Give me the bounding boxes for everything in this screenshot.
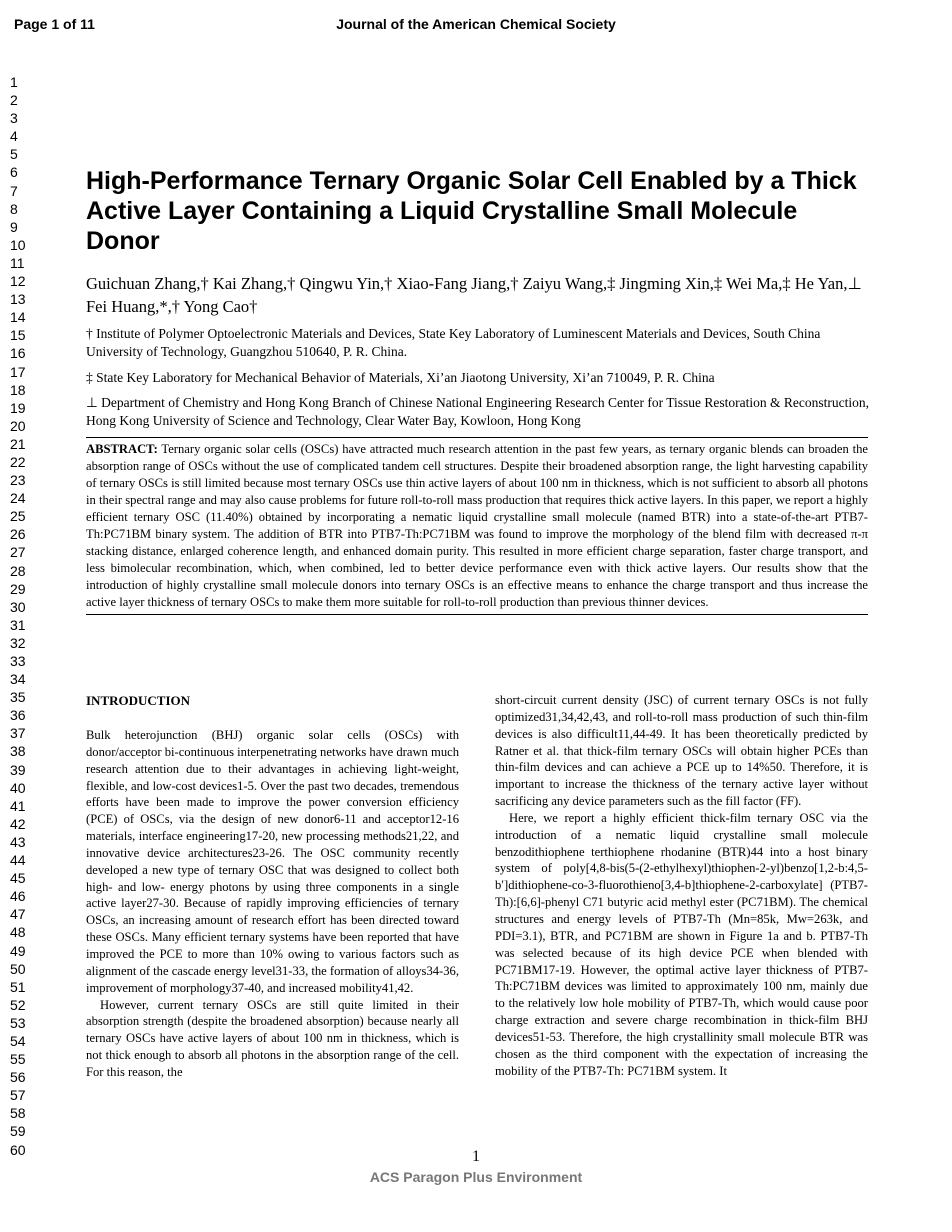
author-list: Guichuan Zhang,† Kai Zhang,† Qingwu Yin,† Xiao-Fang Jiang,† Zaiyu Wang,‡ Jingming Xin,‡ Wei Ma,‡ He Yan,⊥ Fei Huang,*,† Yong Cao† xyxy=(86,274,862,316)
line-number: 2 xyxy=(10,92,18,109)
line-number: 59 xyxy=(10,1123,26,1140)
line-number: 54 xyxy=(10,1032,26,1049)
line-number: 56 xyxy=(10,1069,26,1086)
line-number: 5 xyxy=(10,146,18,163)
line-number: 9 xyxy=(10,218,18,235)
line-number: 16 xyxy=(10,345,26,362)
line-number: 29 xyxy=(10,580,26,597)
line-number: 37 xyxy=(10,725,26,742)
line-number: 32 xyxy=(10,634,26,651)
left-column xyxy=(86,692,459,1081)
line-number: 40 xyxy=(10,779,26,796)
line-number: 34 xyxy=(10,671,26,688)
line-number: 18 xyxy=(10,381,26,398)
abstract-block xyxy=(86,437,868,615)
paragraph: short-circuit current density (JSC) of current ternary OSCs is not fully optimized31,34,42,43, and roll-to-roll mass production of such thin-film devices is also difficult11,44-49. It has been theoretically predicted by Ratner et al. that thick-film ternary OSCs will obtain higher PCEs than thin-film devices and can achieve a PCE up to 14%50. Therefore, it is important to increase the thickness of the ternary active layer without sacrificing any device parameters such as the fill factor (FF). xyxy=(495,693,868,809)
journal-name: Journal of the American Chemical Society xyxy=(336,16,616,32)
line-number: 6 xyxy=(10,164,18,181)
line-number: 47 xyxy=(10,906,26,923)
line-number: 19 xyxy=(10,399,26,416)
line-number: 53 xyxy=(10,1014,26,1031)
paragraph: However, current ternary OSCs are still quite limited in their absorption strength (despite the broadened absorption) because nearly all ternary OSCs have active layers of about 100 nm in thickness, which is not thick enough to absorb all photons in the absorption range of the cell. For this reason, the xyxy=(86,997,459,1079)
line-number: 49 xyxy=(10,942,26,959)
line-number: 41 xyxy=(10,797,26,814)
line-number: 51 xyxy=(10,978,26,995)
affiliation-2: ‡ State Key Laboratory for Mechanical Behavior of Materials, Xi’an Jiaotong University, Xi’an 710049, P. R. China xyxy=(86,370,715,385)
line-number: 28 xyxy=(10,562,26,579)
line-number: 23 xyxy=(10,472,26,489)
line-number: 27 xyxy=(10,544,26,561)
abstract-label: ABSTRACT: xyxy=(86,442,158,456)
page-label: Page 1 of 11 xyxy=(14,16,95,32)
paragraph: Bulk heterojunction (BHJ) organic solar cells (OSCs) with donor/acceptor bi-continuous interpenetrating networks have drawn much research attention due to their advantages in achieving light-weight, flexible, and low-cost devices1-5. Over the past two decades, tremendous efforts have been made to improve the power conversion efficiency (PCE) of OSCs, via the design of new donor6-11 and acceptor12-16 materials, interface engineering17-20, new processing methods21,22, and innovative device architectures23-26. The OSC community recently developed a new type of ternary OSC that was designed to collect both high- and low- energy photons by using three components in a single active layer27-30. Because of rapidly improving efficiencies of ternary OSCs, an increasing amount of research effort has been directed toward these OSCs. Many efficient ternary systems have been reported that have improved the PCE to more than 10% owing to various factors such as alignment of the cascade energy level31-33, the formation of alloys34-36, improvement of morphology37-40, and increased mobility41,42. xyxy=(86,728,459,995)
line-number: 60 xyxy=(10,1141,26,1158)
line-number: 14 xyxy=(10,309,26,326)
line-number: 52 xyxy=(10,996,26,1013)
line-number: 8 xyxy=(10,200,18,217)
line-number: 46 xyxy=(10,888,26,905)
line-number: 45 xyxy=(10,870,26,887)
line-number: 20 xyxy=(10,417,26,434)
line-number: 57 xyxy=(10,1087,26,1104)
line-number: 7 xyxy=(10,182,18,199)
section-heading: INTRODUCTION xyxy=(86,693,191,708)
line-number: 42 xyxy=(10,815,26,832)
line-number: 10 xyxy=(10,236,26,253)
line-number: 48 xyxy=(10,924,26,941)
line-number: 17 xyxy=(10,363,26,380)
affiliation-3: ⊥ Department of Chemistry and Hong Kong Branch of Chinese National Engineering Research Center for Tissue Restoration & Reconstruction, Hong Kong University of Science and Technology, Clear Water Bay, Kowloon, Hong Kong xyxy=(86,395,869,428)
line-number: 44 xyxy=(10,852,26,869)
line-number: 31 xyxy=(10,616,26,633)
footer-text: ACS Paragon Plus Environment xyxy=(369,1169,583,1185)
page-number: 1 xyxy=(472,1148,480,1165)
line-number: 15 xyxy=(10,327,26,344)
line-number: 25 xyxy=(10,508,26,525)
line-number: 26 xyxy=(10,526,26,543)
line-number: 39 xyxy=(10,761,26,778)
line-number: 55 xyxy=(10,1051,26,1068)
line-number: 3 xyxy=(10,110,18,127)
line-number: 12 xyxy=(10,273,26,290)
line-number: 22 xyxy=(10,453,26,470)
line-number: 13 xyxy=(10,291,26,308)
line-number: 33 xyxy=(10,653,26,669)
line-number: 50 xyxy=(10,960,26,977)
line-number: 38 xyxy=(10,743,26,760)
line-number: 58 xyxy=(10,1105,26,1122)
article-title: High-Performance Ternary Organic Solar Cell Enabled by a Thick Active Layer Containing a Liquid Crystalline Small Molecule Donor xyxy=(86,167,857,255)
affiliation-1: † Institute of Polymer Optoelectronic Materials and Devices, State Key Laboratory of Luminescent Materials and Devices, South China University of Technology, Guangzhou 510640, P. R. China. xyxy=(86,326,821,359)
line-number: 11 xyxy=(10,254,25,271)
line-number: 43 xyxy=(10,833,26,850)
line-number: 4 xyxy=(10,128,18,145)
line-numbers xyxy=(10,73,26,1159)
paragraph: Here, we report a highly efficient thick-film ternary OSC via the introduction of a nematic liquid crystalline small molecule benzodithiophene terthiophene rhodanine (BTR)44 into a host binary system of poly[4,8-bis(5-(2-ethylhexyl)thiophen-2-yl)benzo[1,2-b:4,5-b′]dithiophene-co-3-fluorothieno[3,4-b]thiophene-2-carboxylate] (PTB7-Th):[6,6]-phenyl C71 butyric acid methyl ester (PC71BM). The chemical structures and energy levels of PTB7-Th (Mn=85k, Mw=263k, and PDI=3.1), BTR, and PC71BM are shown in Figure 1a and b. PTB7-Th was selected because of its high device PCE when blended with PC71BM17-19. However, the optimal active layer thickness of PTB7-Th:PC71BM devices was limited to approximately 100 nm, mainly due to the relatively low hole mobility of PTB7-Th, which would cause poor charge extraction and severe charge recombination in thick-film BHJ devices51-53. Therefore, the high crystallinity small molecule BTR was chosen as the third component with the expectation of increasing the mobility of the PTB7-Th: PC71BM system. It xyxy=(495,810,868,1078)
abstract-text: Ternary organic solar cells (OSCs) have attracted much research attention in the past few years, as ternary organic blends can broaden the absorption range of OSCs without the use of complicated tandem cell structures. Despite their broadened absorption range, the light harvesting capability of ternary OSCs is still limited because most ternary OSCs use thin active layers of about 100 nm in thickness, which is not sufficient to absorb all photons in their spectral range and may also cause problems for future roll-to-roll mass production that requires thick active layers. In this paper, we report a highly efficient ternary OSC (11.40%) obtained by incorporating a nematic liquid crystalline small molecule (named BTR) into a state-of-the-art PTB7-Th:PC71BM binary system. The addition of BTR into PTB7-Th:PC71BM was found to improve the morphology of the blend film with decreased π-π stacking distance, enlarged coherence length, and enhanced domain purity. This resulted in more efficient charge separation, faster charge transport, and less bimolecular recombination, which, when combined, led to better device performance even with thick active layers. Our results show that the introduction of highly crystalline small molecule donors into ternary OSCs is an effective means to enhance the charge transport and thus increase the active layer thickness of ternary OSCs to make them more suitable for roll-to-roll production than previous thinner devices. xyxy=(86,442,868,610)
line-number: 1 xyxy=(10,74,18,90)
line-number: 30 xyxy=(10,598,26,615)
line-number: 35 xyxy=(10,689,26,706)
line-number: 21 xyxy=(10,435,26,452)
line-number: 36 xyxy=(10,707,26,724)
right-column xyxy=(495,692,868,1079)
line-number: 24 xyxy=(10,490,26,507)
